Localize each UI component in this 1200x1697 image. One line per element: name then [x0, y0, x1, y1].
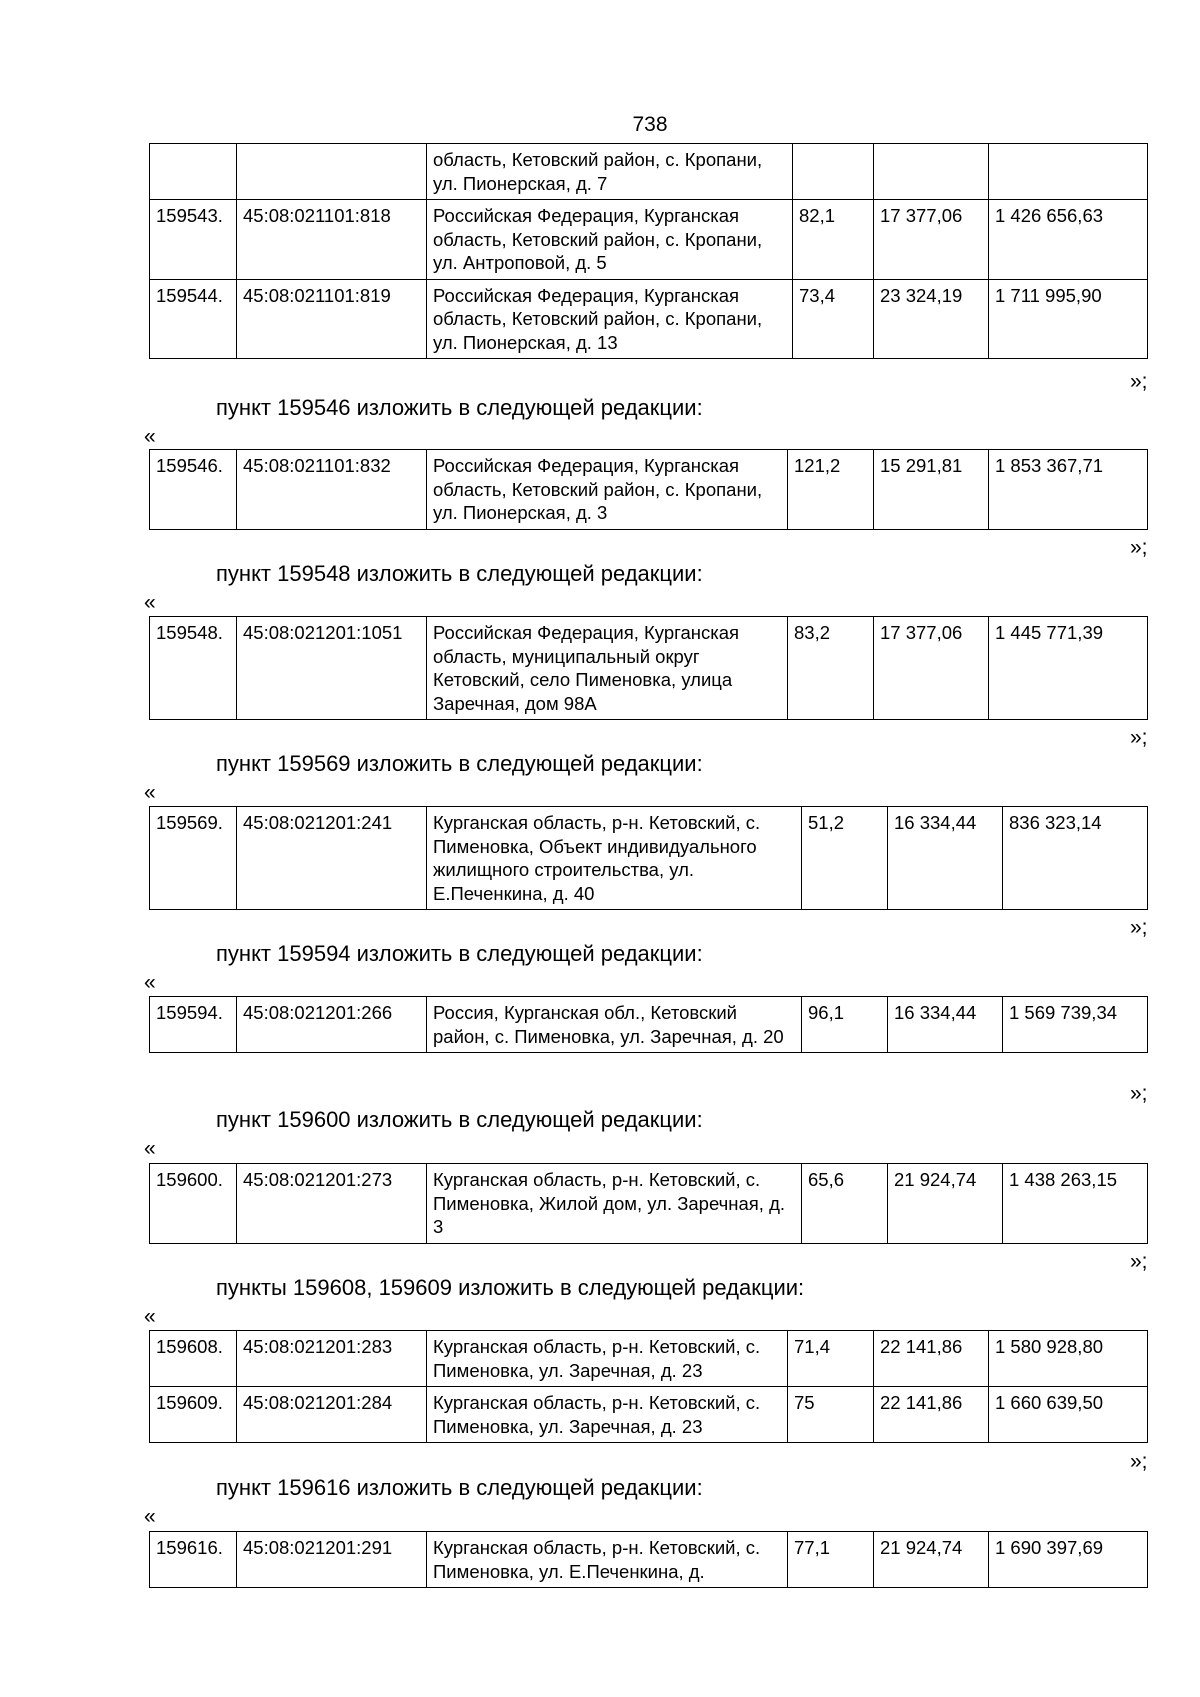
cell-area: 73,4 [793, 279, 874, 359]
cell-price: 17 377,06 [874, 200, 989, 280]
cell-cost: 1 445 771,39 [989, 617, 1148, 720]
table-row [150, 450, 1148, 530]
cell-price: 21 924,74 [874, 1532, 989, 1588]
cell-price: 21 924,74 [888, 1164, 1003, 1244]
cell-cost: 1 426 656,63 [989, 200, 1148, 280]
register-table [149, 143, 1148, 359]
cell-address: Российская Федерация, Курганская область, Кетовский район, с. Кропани, ул. Пионерская, д. 3 [427, 450, 788, 530]
amendment-instruction: пункты 159608, 159609 изложить в следующей редакции: [216, 1275, 805, 1300]
cell-address: Курганская область, р-н. Кетовский, с. Пименовка, Объект индивидуального жилищного строительства, ул. Е.Печенкина, д. 40 [427, 807, 802, 910]
amendment-instruction: пункт 159600 изложить в следующей редакции: [216, 1107, 703, 1132]
table-row [150, 1387, 1148, 1443]
cell-address: Курганская область, р-н. Кетовский, с. Пименовка, ул. Е.Печенкина, д. [427, 1532, 788, 1588]
cell-cadastral: 45:08:021201:266 [237, 997, 427, 1053]
cell-price [874, 144, 989, 200]
register-table [149, 449, 1148, 530]
cell-area: 75 [788, 1387, 874, 1443]
cell-price: 23 324,19 [874, 279, 989, 359]
cell-address: Российская Федерация, Курганская область, Кетовский район, с. Кропани, ул. Антроповой, д. 5 [427, 200, 793, 280]
table-row [150, 1331, 1148, 1387]
cell-price: 16 334,44 [888, 807, 1003, 910]
cell-price: 17 377,06 [874, 617, 989, 720]
register-table [149, 1163, 1148, 1244]
cell-price: 16 334,44 [888, 997, 1003, 1053]
cell-area: 96,1 [802, 997, 888, 1053]
cell-cadastral: 45:08:021201:284 [237, 1387, 427, 1443]
cell-cadastral: 45:08:021201:241 [237, 807, 427, 910]
cell-area: 65,6 [802, 1164, 888, 1244]
table-row [150, 807, 1148, 910]
cell-address: Российская Федерация, Курганская область, муниципальный округ Кетовский, село Пименовка, улица Заречная, дом 98А [427, 617, 788, 720]
opening-quote: « [144, 425, 156, 448]
cell-address: область, Кетовский район, с. Кропани, ул. Пионерская, д. 7 [427, 144, 793, 200]
cell-area: 51,2 [802, 807, 888, 910]
cell-cost: 1 569 739,34 [1003, 997, 1148, 1053]
cell-number: 159594. [150, 997, 237, 1053]
cell-cost: 1 853 367,71 [989, 450, 1148, 530]
opening-quote: « [144, 1505, 156, 1528]
cell-number: 159548. [150, 617, 237, 720]
table-row [150, 1532, 1148, 1588]
cell-cost [989, 144, 1148, 200]
cell-cadastral: 45:08:021101:818 [237, 200, 427, 280]
cell-area: 121,2 [788, 450, 874, 530]
closing-quote: »; [1130, 1250, 1148, 1273]
register-table [149, 1330, 1148, 1443]
amendment-instruction: пункт 159546 изложить в следующей редакции: [216, 395, 703, 420]
cell-number [150, 144, 237, 200]
cell-cadastral: 45:08:021201:1051 [237, 617, 427, 720]
table-row [150, 997, 1148, 1053]
page-number: 738 [632, 113, 668, 136]
opening-quote: « [144, 1305, 156, 1328]
cell-cadastral: 45:08:021201:291 [237, 1532, 427, 1588]
closing-quote: »; [1130, 916, 1148, 939]
cell-area: 71,4 [788, 1331, 874, 1387]
closing-quote: »; [1130, 1450, 1148, 1473]
cell-number: 159616. [150, 1532, 237, 1588]
cell-cadastral [237, 144, 427, 200]
cell-area: 83,2 [788, 617, 874, 720]
cell-address: Россия, Курганская обл., Кетовский район, с. Пименовка, ул. Заречная, д. 20 [427, 997, 802, 1053]
cell-number: 159544. [150, 279, 237, 359]
opening-quote: « [144, 591, 156, 614]
cell-area [793, 144, 874, 200]
cell-cost: 1 580 928,80 [989, 1331, 1148, 1387]
cell-cost: 1 690 397,69 [989, 1532, 1148, 1588]
cell-area: 82,1 [793, 200, 874, 280]
cell-address: Курганская область, р-н. Кетовский, с. Пименовка, ул. Заречная, д. 23 [427, 1387, 788, 1443]
closing-quote: »; [1130, 1082, 1148, 1105]
register-table [149, 616, 1148, 720]
amendment-instruction: пункт 159548 изложить в следующей редакции: [216, 561, 703, 586]
table-row [150, 200, 1148, 280]
cell-cost: 1 711 995,90 [989, 279, 1148, 359]
amendment-instruction: пункт 159569 изложить в следующей редакции: [216, 751, 703, 776]
cell-cadastral: 45:08:021101:832 [237, 450, 427, 530]
opening-quote: « [144, 971, 156, 994]
cell-cadastral: 45:08:021101:819 [237, 279, 427, 359]
cell-cadastral: 45:08:021201:283 [237, 1331, 427, 1387]
cell-number: 159600. [150, 1164, 237, 1244]
cell-price: 22 141,86 [874, 1331, 989, 1387]
cell-number: 159608. [150, 1331, 237, 1387]
cell-number: 159569. [150, 807, 237, 910]
closing-quote: »; [1130, 726, 1148, 749]
register-table [149, 806, 1148, 910]
closing-quote: »; [1130, 370, 1148, 393]
table-row [150, 144, 1148, 200]
opening-quote: « [144, 1137, 156, 1160]
cell-address: Российская Федерация, Курганская область, Кетовский район, с. Кропани, ул. Пионерская, д. 13 [427, 279, 793, 359]
cell-cost: 836 323,14 [1003, 807, 1148, 910]
cell-address: Курганская область, р-н. Кетовский, с. Пименовка, ул. Заречная, д. 23 [427, 1331, 788, 1387]
register-table [149, 996, 1148, 1053]
cell-cost: 1 660 639,50 [989, 1387, 1148, 1443]
table-row [150, 617, 1148, 720]
opening-quote: « [144, 781, 156, 804]
table-row [150, 279, 1148, 359]
cell-number: 159609. [150, 1387, 237, 1443]
register-table [149, 1531, 1148, 1588]
cell-price: 22 141,86 [874, 1387, 989, 1443]
cell-address: Курганская область, р-н. Кетовский, с. Пименовка, Жилой дом, ул. Заречная, д. 3 [427, 1164, 802, 1244]
table-row [150, 1164, 1148, 1244]
cell-price: 15 291,81 [874, 450, 989, 530]
closing-quote: »; [1130, 536, 1148, 559]
amendment-instruction: пункт 159616 изложить в следующей редакции: [216, 1475, 703, 1500]
amendment-instruction: пункт 159594 изложить в следующей редакции: [216, 941, 703, 966]
cell-number: 159543. [150, 200, 237, 280]
cell-area: 77,1 [788, 1532, 874, 1588]
cell-number: 159546. [150, 450, 237, 530]
cell-cadastral: 45:08:021201:273 [237, 1164, 427, 1244]
cell-cost: 1 438 263,15 [1003, 1164, 1148, 1244]
